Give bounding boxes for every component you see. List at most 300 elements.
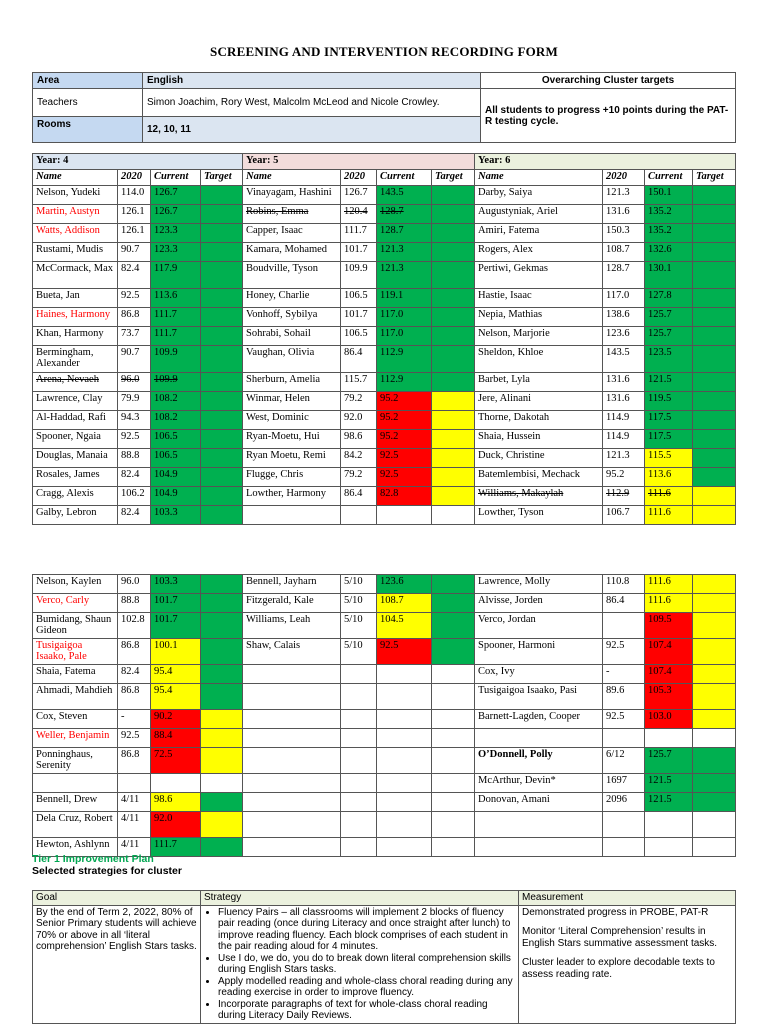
target-status	[432, 411, 475, 430]
score-2020: 86.4	[603, 594, 645, 613]
score-2020: 121.3	[603, 186, 645, 205]
score-current: 88.4	[151, 729, 201, 748]
col-2020: 2020	[341, 170, 377, 186]
score-2020: 90.7	[118, 346, 151, 373]
measurement-item: Demonstrated progress in PROBE, PAT-R	[522, 906, 709, 918]
student-name: Fitzgerald, Kale	[243, 594, 341, 613]
student-name: Cragg, Alexis	[33, 487, 118, 506]
score-current	[377, 793, 432, 812]
target-status	[201, 613, 243, 639]
target-status	[432, 449, 475, 468]
score-current	[377, 729, 432, 748]
score-current: 104.5	[377, 613, 432, 639]
target-status	[201, 748, 243, 774]
student-name	[243, 506, 341, 525]
target-status	[693, 812, 736, 838]
score-2020: 108.7	[603, 243, 645, 262]
target-status	[432, 748, 475, 774]
score-2020: 96.0	[118, 575, 151, 594]
student-name: Khan, Harmony	[33, 327, 118, 346]
score-current	[377, 665, 432, 684]
score-2020	[603, 729, 645, 748]
score-2020	[341, 506, 377, 525]
score-current: 95.2	[377, 411, 432, 430]
student-name	[243, 838, 341, 857]
score-current: 108.7	[377, 594, 432, 613]
score-2020: 82.4	[118, 506, 151, 525]
measurement-item: Monitor ‘Literal Comprehension’ results in English Stars summative assessment tasks.	[522, 926, 718, 949]
target-status	[201, 346, 243, 373]
score-current: 123.3	[151, 243, 201, 262]
student-name	[475, 729, 603, 748]
score-2020: 82.4	[118, 468, 151, 487]
table-row	[33, 748, 736, 774]
student-name	[475, 812, 603, 838]
score-2020: 115.7	[341, 373, 377, 392]
student-name: Jere, Alinani	[475, 392, 603, 411]
score-current	[377, 710, 432, 729]
target-status	[693, 346, 736, 373]
score-current: 111.7	[151, 838, 201, 857]
target-status	[693, 684, 736, 710]
target-status	[432, 838, 475, 857]
table-row	[33, 392, 736, 411]
student-name: Ahmadi, Mahdieh	[33, 684, 118, 710]
student-name: Shaw, Calais	[243, 639, 341, 665]
score-2020: 4/11	[118, 812, 151, 838]
score-current: 130.1	[645, 262, 693, 289]
score-2020	[341, 684, 377, 710]
score-2020: 89.6	[603, 684, 645, 710]
tier-title: Tier 1 Improvement Plan	[32, 853, 154, 865]
student-name: Augustyniak, Ariel	[475, 205, 603, 224]
student-name	[243, 665, 341, 684]
score-2020: 92.0	[341, 411, 377, 430]
score-current	[645, 729, 693, 748]
student-name: Alvisse, Jorden	[475, 594, 603, 613]
target-status	[693, 748, 736, 774]
score-current: 132.6	[645, 243, 693, 262]
target-status	[201, 411, 243, 430]
measurement-item: Cluster leader to explore decodable texts to assess reading rate.	[522, 957, 715, 980]
score-current: 90.2	[151, 710, 201, 729]
table-row	[33, 346, 736, 373]
col-name: Name	[475, 170, 603, 186]
col-current: Current	[377, 170, 432, 186]
target-status	[201, 793, 243, 812]
rooms-label: Rooms	[33, 117, 143, 143]
score-current: 117.0	[377, 327, 432, 346]
student-name: McCormack, Max	[33, 262, 118, 289]
score-current: 104.9	[151, 487, 201, 506]
table-row	[33, 729, 736, 748]
student-name: McArthur, Devin*	[475, 774, 603, 793]
score-current: 108.2	[151, 392, 201, 411]
score-2020: 106.2	[118, 487, 151, 506]
score-current: 98.6	[151, 793, 201, 812]
score-current	[645, 838, 693, 857]
target-status	[693, 487, 736, 506]
target-status	[432, 506, 475, 525]
table-row	[33, 594, 736, 613]
score-current: 126.7	[151, 205, 201, 224]
score-2020	[341, 710, 377, 729]
score-2020	[341, 838, 377, 857]
form-title: SCREENING AND INTERVENTION RECORDING FORM	[210, 44, 558, 59]
score-2020: 120.4	[341, 205, 377, 224]
target-status	[201, 224, 243, 243]
score-2020: 5/10	[341, 613, 377, 639]
target-status	[432, 262, 475, 289]
target-status	[432, 774, 475, 793]
target-status	[201, 449, 243, 468]
student-name	[243, 748, 341, 774]
table-row	[33, 430, 736, 449]
student-name: Ponninghaus, Serenity	[33, 748, 118, 774]
table-row	[33, 289, 736, 308]
score-current: 95.4	[151, 665, 201, 684]
target-status	[201, 684, 243, 710]
student-name: Bermingham, Alexander	[33, 346, 118, 373]
score-current: 117.0	[377, 308, 432, 327]
score-current: 95.2	[377, 392, 432, 411]
score-current: 143.5	[377, 186, 432, 205]
target-status	[693, 506, 736, 525]
table-row	[33, 449, 736, 468]
target-status	[693, 205, 736, 224]
student-name: Nelson, Marjorie	[475, 327, 603, 346]
score-current: 128.7	[377, 205, 432, 224]
student-name: Duck, Christine	[475, 449, 603, 468]
score-current	[377, 774, 432, 793]
score-2020: 102.8	[118, 613, 151, 639]
score-current: 103.3	[151, 506, 201, 525]
target-status	[201, 327, 243, 346]
target-status	[432, 684, 475, 710]
target-status	[693, 729, 736, 748]
target-status	[693, 710, 736, 729]
table-row	[33, 774, 736, 793]
table-row	[33, 205, 736, 224]
target-status	[693, 665, 736, 684]
target-status	[693, 639, 736, 665]
student-name: Nepia, Mathias	[475, 308, 603, 327]
score-current: 117.5	[645, 411, 693, 430]
score-current: 109.9	[151, 373, 201, 392]
score-2020: 88.8	[118, 449, 151, 468]
target-status	[201, 506, 243, 525]
score-2020: 86.8	[118, 308, 151, 327]
score-current: 103.0	[645, 710, 693, 729]
target-status	[693, 262, 736, 289]
tier-heading	[32, 853, 182, 877]
score-current: 106.5	[151, 430, 201, 449]
year-5-header: Year: 5	[243, 154, 475, 170]
student-name: Thorne, Dakotah	[475, 411, 603, 430]
target-status	[432, 613, 475, 639]
score-2020: -	[118, 710, 151, 729]
student-name	[33, 774, 118, 793]
student-name: Ryan-Moetu, Hui	[243, 430, 341, 449]
target-status	[432, 468, 475, 487]
student-name: West, Dominic	[243, 411, 341, 430]
score-2020: 2096	[603, 793, 645, 812]
strategy-header: Strategy	[201, 891, 519, 906]
cluster-target-text: All students to progress +10 points during the PAT-R testing cycle.	[481, 89, 736, 143]
target-status	[432, 575, 475, 594]
score-current: 92.5	[377, 449, 432, 468]
score-2020: 112.9	[603, 487, 645, 506]
score-current: 128.7	[377, 224, 432, 243]
target-status	[201, 430, 243, 449]
score-2020: 73.7	[118, 327, 151, 346]
strategy-item: • Use I do, we do, you do to break down literal comprehension skills during English Stars tasks.	[218, 953, 515, 976]
score-current: 123.6	[377, 575, 432, 594]
score-2020: 98.6	[341, 430, 377, 449]
score-2020: 86.8	[118, 639, 151, 665]
score-current: 113.6	[645, 468, 693, 487]
student-name: Nelson, Yudeki	[33, 186, 118, 205]
student-name: Bennell, Jayharn	[243, 575, 341, 594]
score-current: 111.6	[645, 506, 693, 525]
score-current: 111.6	[645, 575, 693, 594]
score-current: 115.5	[645, 449, 693, 468]
student-name: Spooner, Harmoni	[475, 639, 603, 665]
goal-text: By the end of Term 2, 2022, 80% of Senior Primary students will achieve 70% or above in all ‘literal comprehension’ English Stars tasks.	[33, 905, 201, 1023]
strategy-list	[204, 907, 515, 1022]
score-2020: 92.5	[603, 710, 645, 729]
score-2020: 106.7	[603, 506, 645, 525]
score-current: 103.3	[151, 575, 201, 594]
score-2020: 123.6	[603, 327, 645, 346]
student-name: Hewton, Ashlynn	[33, 838, 118, 857]
score-2020: 126.1	[118, 205, 151, 224]
student-name: Rosales, James	[33, 468, 118, 487]
table-row	[33, 812, 736, 838]
score-2020: 128.7	[603, 262, 645, 289]
score-2020	[341, 774, 377, 793]
rooms-value: 12, 10, 11	[143, 117, 481, 143]
student-name: Lawrence, Clay	[33, 392, 118, 411]
target-status	[201, 262, 243, 289]
goal-header: Goal	[33, 891, 201, 906]
student-name: Flugge, Chris	[243, 468, 341, 487]
target-status	[432, 710, 475, 729]
score-current: 111.7	[151, 327, 201, 346]
score-current: 100.1	[151, 639, 201, 665]
student-name: Capper, Isaac	[243, 224, 341, 243]
table-row	[33, 487, 736, 506]
target-status	[432, 729, 475, 748]
score-2020: 92.5	[603, 639, 645, 665]
table-row	[33, 506, 736, 525]
score-2020: 79.2	[341, 392, 377, 411]
score-2020: 92.5	[118, 729, 151, 748]
teachers-value: Simon Joachim, Rory West, Malcolm McLeod and Nicole Crowley.	[143, 89, 481, 117]
col-target: Target	[693, 170, 736, 186]
score-current: 82.8	[377, 487, 432, 506]
student-name: Al-Haddad, Rafi	[33, 411, 118, 430]
score-2020	[603, 812, 645, 838]
student-table-2	[32, 574, 736, 857]
student-name: Boudville, Tyson	[243, 262, 341, 289]
targets-label: Overarching Cluster targets	[481, 73, 736, 89]
score-2020: 5/10	[341, 639, 377, 665]
score-current: 127.8	[645, 289, 693, 308]
score-current: 121.5	[645, 793, 693, 812]
col-2020: 2020	[118, 170, 151, 186]
score-current: 92.5	[377, 639, 432, 665]
score-current: 107.4	[645, 665, 693, 684]
target-status	[201, 289, 243, 308]
table-row	[33, 575, 736, 594]
score-2020: 96.0	[118, 373, 151, 392]
target-status	[693, 774, 736, 793]
col-current: Current	[645, 170, 693, 186]
score-current: 135.2	[645, 205, 693, 224]
target-status	[693, 793, 736, 812]
table-row	[33, 411, 736, 430]
score-2020: 86.8	[118, 748, 151, 774]
target-status	[432, 327, 475, 346]
score-2020	[341, 729, 377, 748]
student-name: Cox, Ivy	[475, 665, 603, 684]
target-status	[201, 594, 243, 613]
score-2020: 143.5	[603, 346, 645, 373]
col-target: Target	[432, 170, 475, 186]
target-status	[693, 575, 736, 594]
student-name: Galby, Lebron	[33, 506, 118, 525]
student-name: Shaia, Hussein	[475, 430, 603, 449]
student-name: Sohrabi, Sohail	[243, 327, 341, 346]
target-status	[432, 594, 475, 613]
score-2020: 106.5	[341, 327, 377, 346]
score-current: 95.4	[151, 684, 201, 710]
score-current: 107.4	[645, 639, 693, 665]
student-name: Williams, Makaylah	[475, 487, 603, 506]
target-status	[693, 613, 736, 639]
student-name: Hastie, Isaac	[475, 289, 603, 308]
col-current: Current	[151, 170, 201, 186]
student-name	[243, 774, 341, 793]
score-2020: 86.8	[118, 684, 151, 710]
target-status	[201, 373, 243, 392]
measurement-header: Measurement	[519, 891, 736, 906]
score-current: 101.7	[151, 594, 201, 613]
student-name: Donovan, Amani	[475, 793, 603, 812]
score-current: 106.5	[151, 449, 201, 468]
student-name: O’Donnell, Polly	[475, 748, 603, 774]
score-2020: 126.1	[118, 224, 151, 243]
score-2020: 90.7	[118, 243, 151, 262]
score-2020	[603, 613, 645, 639]
score-2020: 131.6	[603, 205, 645, 224]
student-name	[243, 729, 341, 748]
score-2020: 95.2	[603, 468, 645, 487]
score-current: 135.2	[645, 224, 693, 243]
teachers-label: Teachers	[33, 89, 143, 117]
score-current: 104.9	[151, 468, 201, 487]
student-name: Cox, Steven	[33, 710, 118, 729]
score-2020: 111.7	[341, 224, 377, 243]
target-status	[693, 449, 736, 468]
student-name: Williams, Leah	[243, 613, 341, 639]
student-name: Lawrence, Molly	[475, 575, 603, 594]
target-status	[693, 308, 736, 327]
score-2020: 138.6	[603, 308, 645, 327]
score-2020: 1697	[603, 774, 645, 793]
student-name: Kamara, Mohamed	[243, 243, 341, 262]
score-current: 121.3	[377, 262, 432, 289]
score-current: 119.1	[377, 289, 432, 308]
student-name: Darby, Saiya	[475, 186, 603, 205]
student-name	[243, 793, 341, 812]
score-current: 117.5	[645, 430, 693, 449]
score-2020: 82.4	[118, 665, 151, 684]
table-row	[33, 684, 736, 710]
score-2020: 6/12	[603, 748, 645, 774]
table-row	[33, 639, 736, 665]
score-current: 92.0	[151, 812, 201, 838]
col-name: Name	[243, 170, 341, 186]
score-2020: 5/10	[341, 594, 377, 613]
student-name: Nelson, Kaylen	[33, 575, 118, 594]
header-table	[32, 72, 736, 143]
score-2020: 117.0	[603, 289, 645, 308]
score-2020: 84.2	[341, 449, 377, 468]
score-current: 126.7	[151, 186, 201, 205]
table-row	[33, 373, 736, 392]
table-row	[33, 308, 736, 327]
score-2020	[341, 748, 377, 774]
table-row	[33, 224, 736, 243]
score-current: 125.7	[645, 308, 693, 327]
student-name	[475, 838, 603, 857]
target-status	[432, 373, 475, 392]
target-status	[432, 205, 475, 224]
student-name: Bennell, Drew	[33, 793, 118, 812]
target-status	[201, 729, 243, 748]
score-current: 123.3	[151, 224, 201, 243]
score-current: 111.7	[151, 308, 201, 327]
table-row	[33, 613, 736, 639]
student-name: Lowther, Tyson	[475, 506, 603, 525]
score-current: 113.6	[151, 289, 201, 308]
score-2020: 114.9	[603, 430, 645, 449]
target-status	[201, 639, 243, 665]
score-current: 125.7	[645, 748, 693, 774]
score-2020: -	[603, 665, 645, 684]
student-name: Pertiwi, Gekmas	[475, 262, 603, 289]
student-name: Rogers, Alex	[475, 243, 603, 262]
student-name: Rustami, Mudis	[33, 243, 118, 262]
student-name: Barbet, Lyla	[475, 373, 603, 392]
score-current: 105.3	[645, 684, 693, 710]
measurement-cell	[519, 905, 736, 1023]
score-2020: 131.6	[603, 373, 645, 392]
student-name	[243, 812, 341, 838]
target-status	[693, 243, 736, 262]
student-name: Robins, Emma	[243, 205, 341, 224]
strategy-list-cell	[201, 905, 519, 1023]
score-2020: 86.4	[341, 487, 377, 506]
target-status	[432, 308, 475, 327]
score-2020: 114.0	[118, 186, 151, 205]
student-name: Amiri, Fatema	[475, 224, 603, 243]
area-label: Area	[33, 73, 143, 89]
score-current: 123.5	[645, 346, 693, 373]
col-2020: 2020	[603, 170, 645, 186]
